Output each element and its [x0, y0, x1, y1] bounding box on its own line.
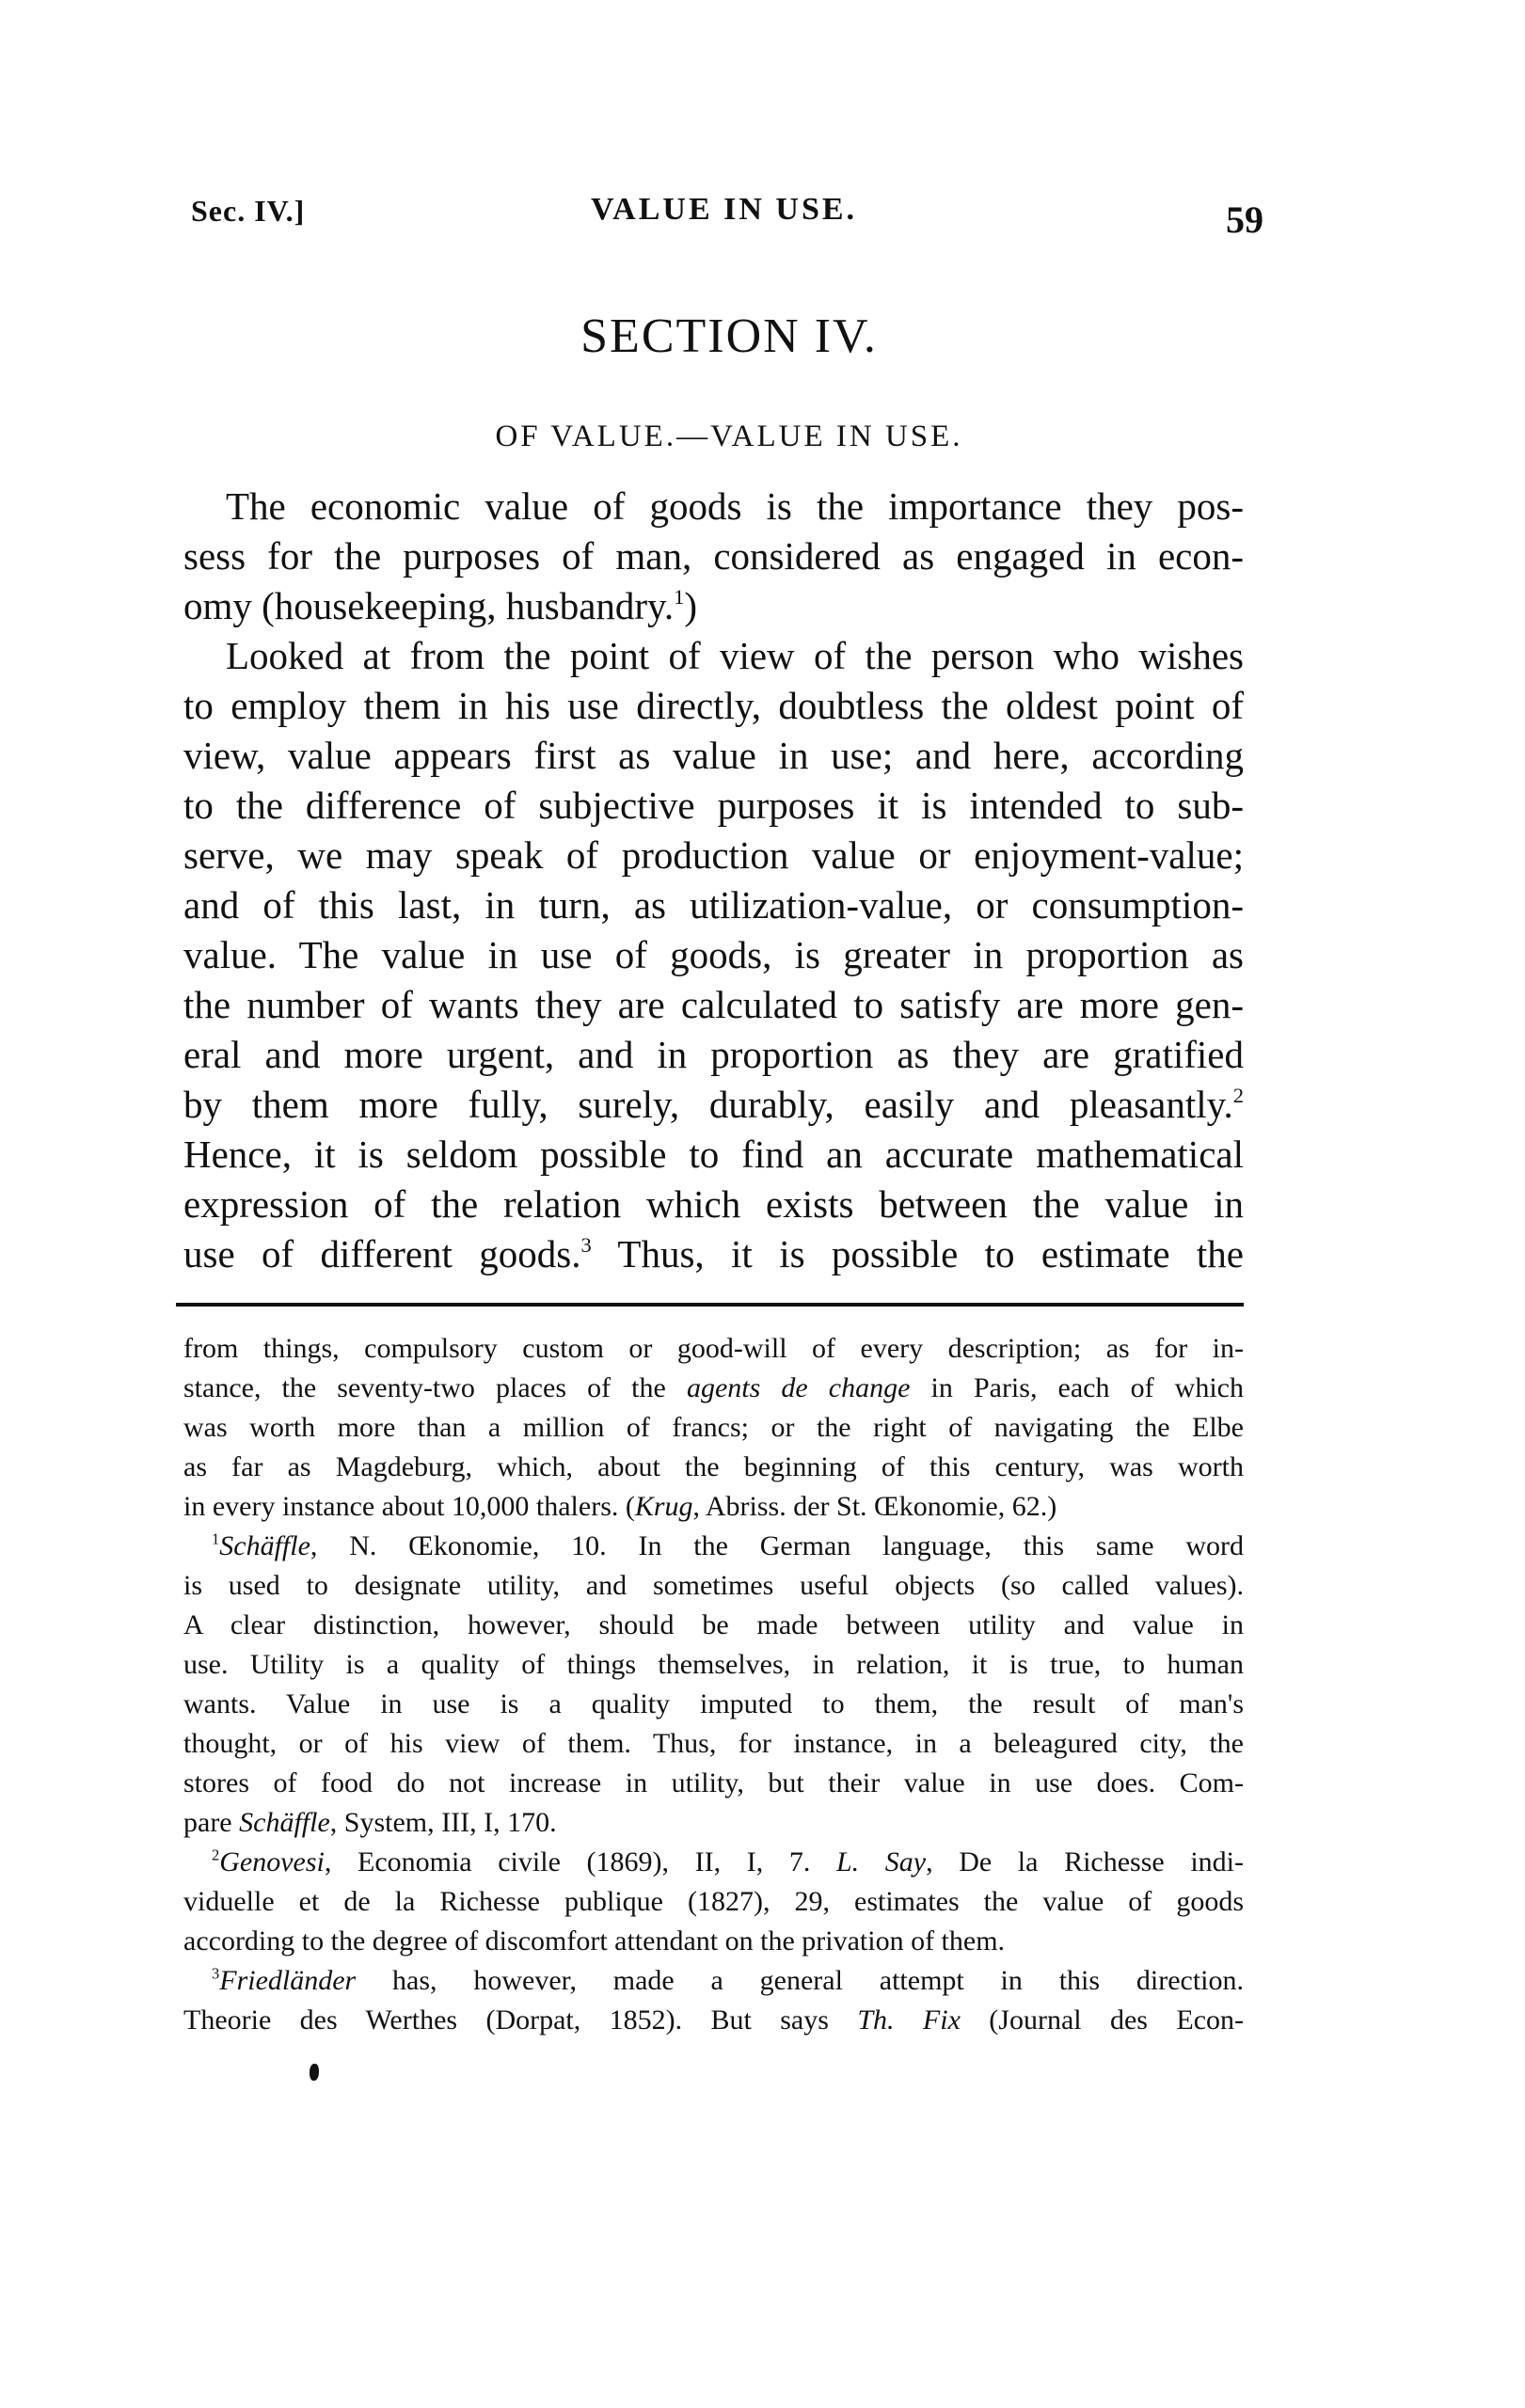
body-line: to employ them in his use directly, doubtless the oldest point of [183, 684, 1244, 727]
italic-term: agents de change [686, 1372, 911, 1403]
footnote-marker-2: 2 [212, 1846, 220, 1864]
footnote-1-line [183, 1803, 1244, 1843]
footnote-ref-3[interactable]: 3 [580, 1233, 592, 1258]
text-run: , Abriss. der St. Œkonomie, 62.) [692, 1491, 1057, 1522]
text-run: ) [684, 584, 698, 627]
text-run: use of different goods. [183, 1232, 581, 1275]
footnote-line: as far as Magdeburg, which, about the beginning of this century, was worth [183, 1451, 1244, 1482]
footnote-1-line: use. Utility is a quality of things themselves, in relation, it is true, to human [183, 1649, 1244, 1680]
body-line: Looked at from the point of view of the person who wishes [226, 634, 1244, 677]
footnote-ref-1[interactable]: 1 [674, 585, 685, 610]
text-run: pare [183, 1807, 240, 1838]
footnote-2-line [183, 1843, 1244, 1882]
text-run: has, however, made a general attempt in this direction. [356, 1965, 1244, 1996]
text-run: omy (housekeeping, husbandry. [183, 584, 675, 627]
body-line [183, 1080, 1244, 1130]
text-run: in Paris, each of which [910, 1372, 1244, 1403]
footnote-line: from things, compulsory custom or good-will of every description; as for in- [183, 1333, 1244, 1364]
running-header-section: Sec. IV.] [191, 194, 306, 228]
body-line: sess for the purposes of man, considered as engaged in econ- [183, 534, 1244, 578]
italic-term: Th. Fix [857, 2004, 961, 2036]
text-run: , N. Œkonomie, 10. In the German language, this same word [310, 1530, 1244, 1561]
footnote-line: was worth more than a million of francs; or the right of navigating the Elbe [183, 1412, 1244, 1443]
footnote-1-line: is used to designate utility, and sometimes useful objects (so called values). [183, 1570, 1244, 1601]
footnote-3-line [183, 1961, 1244, 2001]
body-line [183, 1229, 1244, 1279]
body-line: view, value appears first as value in use; and here, according [183, 734, 1244, 777]
footnote-separator-rule [176, 1303, 1244, 1307]
page-number: 59 [1226, 198, 1263, 241]
body-line: value. The value in use of goods, is greater in proportion as [183, 933, 1244, 976]
footnote-2-line: according to the degree of discomfort attendant on the privation of them. [183, 1925, 1006, 1956]
section-subtitle: OF VALUE.—VALUE IN USE. [495, 420, 963, 453]
body-line [183, 581, 1244, 631]
body-line: the number of wants they are calculated to satisfy are more gen- [183, 983, 1244, 1026]
body-line: Hence, it is seldom possible to find an accurate mathematical [183, 1133, 1244, 1176]
footnote-1-line: thought, or of his view of them. Thus, for instance, in a beleagured city, the [183, 1728, 1244, 1759]
text-run: , System, III, I, 170. [329, 1807, 557, 1838]
footnote-3-line [183, 2001, 1244, 2040]
footnote-marker-1: 1 [212, 1529, 220, 1548]
text-run: by them more fully, surely, durably, easily and pleasantly. [183, 1083, 1233, 1126]
italic-term: Schäffle [239, 1807, 330, 1838]
body-line: and of this last, in turn, as utilization-value, or consumption- [183, 883, 1244, 927]
footnote-line [183, 1369, 1244, 1408]
body-line: expression of the relation which exists between the value in [183, 1182, 1244, 1226]
italic-term: Genovesi [219, 1846, 325, 1877]
footnote-ref-2[interactable]: 2 [1232, 1084, 1244, 1108]
text-run: in every instance about 10,000 thalers. ( [183, 1491, 635, 1522]
italic-term: Friedländer [219, 1965, 357, 1996]
text-run: , De la Richesse indi- [926, 1846, 1244, 1877]
running-header-title: VALUE IN USE. [591, 192, 858, 227]
italic-term: L. Say [835, 1846, 927, 1877]
body-line: The economic value of goods is the importance they pos- [226, 484, 1244, 528]
footnote-1-line: A clear distinction, however, should be made between utility and value in [183, 1609, 1244, 1640]
footnote-1-line: wants. Value in use is a quality imputed to them, the result of man's [183, 1688, 1244, 1719]
section-title: SECTION IV. [580, 309, 878, 363]
body-line: serve, we may speak of production value or enjoyment-value; [183, 833, 1244, 877]
body-line: eral and more urgent, and in proportion as they are gratified [183, 1033, 1244, 1076]
text-run: Thus, it is possible to estimate the [591, 1232, 1244, 1275]
ink-speck [310, 2064, 319, 2081]
text-run: , Economia civile (1869), II, I, 7. [324, 1846, 836, 1877]
italic-term: Schäffle [219, 1530, 310, 1561]
text-run: (Journal des Econ- [960, 2004, 1244, 2036]
footnote-1-line: stores of food do not increase in utility, but their value in use does. Com- [183, 1767, 1244, 1798]
text-run: stance, the seventy-two places of the [183, 1372, 687, 1403]
footnote-line [183, 1487, 1244, 1527]
text-run: Theorie des Werthes (Dorpat, 1852). But says [183, 2004, 858, 2036]
footnote-2-line: viduelle et de la Richesse publique (1827), 29, estimates the value of goods [183, 1886, 1244, 1917]
footnote-marker-3: 3 [212, 1964, 220, 1983]
italic-term: Krug [634, 1491, 693, 1522]
footnote-1-line [183, 1527, 1244, 1566]
body-line: to the difference of subjective purposes it is intended to sub- [183, 784, 1244, 827]
